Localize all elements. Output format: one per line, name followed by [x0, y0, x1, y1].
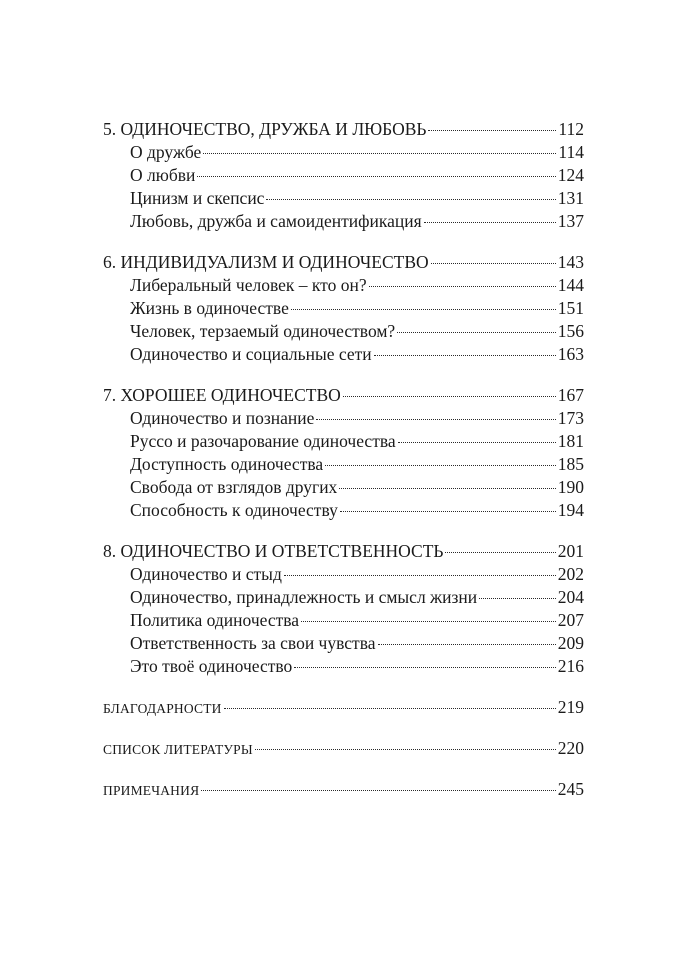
section-title: Одиночество и стыд	[130, 564, 282, 584]
dot-leader	[431, 262, 556, 264]
section-title: Одиночество, принадлежность и смысл жизни	[130, 587, 478, 607]
dot-leader	[479, 597, 556, 599]
dot-leader	[374, 354, 556, 356]
page-number: 156	[557, 321, 584, 341]
toc-section[interactable]	[103, 320, 584, 343]
toc-section[interactable]	[103, 655, 584, 678]
back-matter-title: БЛАГОДАРНОСТИ	[103, 701, 222, 716]
back-matter-title: СПИСОК ЛИТЕРАТУРЫ	[103, 742, 253, 757]
toc-section[interactable]	[103, 499, 584, 522]
dot-leader	[301, 620, 556, 622]
toc-chapter-6[interactable]	[103, 251, 584, 274]
spacer	[103, 760, 584, 778]
toc-bibliography[interactable]	[103, 737, 584, 760]
spacer	[103, 233, 584, 251]
toc-notes[interactable]	[103, 778, 584, 801]
toc-acknowledgements[interactable]	[103, 696, 584, 719]
spacer	[103, 678, 584, 696]
page-number: 216	[557, 656, 584, 676]
toc-section[interactable]	[103, 407, 584, 430]
toc-chapter-5[interactable]	[103, 118, 584, 141]
dot-leader	[201, 789, 555, 791]
section-title: Человек, терзаемый одиночеством?	[130, 321, 396, 341]
dot-leader	[266, 198, 555, 200]
toc-section[interactable]	[103, 632, 584, 655]
page-number: 190	[557, 477, 584, 497]
section-title: Способность к одиночеству	[130, 500, 338, 520]
page-number: 137	[557, 211, 584, 231]
page-number: 185	[557, 454, 584, 474]
section-title: Руссо и разочарование одиночества	[130, 431, 396, 451]
page-number: 245	[557, 779, 584, 799]
toc-section[interactable]	[103, 164, 584, 187]
toc-chapter-7[interactable]	[103, 384, 584, 407]
dot-leader	[424, 221, 556, 223]
toc-section[interactable]	[103, 586, 584, 609]
dot-leader	[369, 285, 556, 287]
dot-leader	[203, 152, 556, 154]
page-number: 163	[557, 344, 584, 364]
page-number: 194	[557, 500, 584, 520]
page-number: 219	[557, 697, 584, 717]
page-number: 167	[557, 385, 584, 405]
toc-section[interactable]	[103, 187, 584, 210]
page-number: 173	[557, 408, 584, 428]
toc-section[interactable]	[103, 476, 584, 499]
spacer	[103, 719, 584, 737]
page-number: 124	[557, 165, 584, 185]
section-title: О любви	[130, 165, 196, 185]
toc-section[interactable]	[103, 453, 584, 476]
chapter-title: 6. ИНДИВИДУАЛИЗМ И ОДИНОЧЕСТВО	[103, 252, 429, 272]
page-number: 204	[557, 587, 584, 607]
page-number: 112	[558, 119, 584, 139]
toc-section[interactable]	[103, 274, 584, 297]
toc-section[interactable]	[103, 141, 584, 164]
page-number: 114	[558, 142, 584, 162]
section-title: Одиночество и познание	[130, 408, 315, 428]
page-number: 207	[557, 610, 584, 630]
dot-leader	[197, 175, 555, 177]
dot-leader	[291, 308, 556, 310]
dot-leader	[428, 129, 556, 131]
section-title: Это твоё одиночество	[130, 656, 293, 676]
section-title: Любовь, дружба и самоидентификация	[130, 211, 422, 231]
section-title: Доступность одиночества	[130, 454, 324, 474]
section-title: Одиночество и социальные сети	[130, 344, 372, 364]
dot-leader	[316, 418, 555, 420]
back-matter-title: ПРИМЕЧАНИЯ	[103, 783, 200, 798]
page-number: 220	[557, 738, 584, 758]
dot-leader	[325, 464, 556, 466]
dot-leader	[378, 643, 556, 645]
page-number: 151	[557, 298, 584, 318]
dot-leader	[284, 574, 556, 576]
table-of-contents	[103, 118, 584, 801]
dot-leader	[445, 551, 555, 553]
dot-leader	[398, 441, 556, 443]
section-title: Ответственность за свои чувства	[130, 633, 376, 653]
section-title: Жизнь в одиночестве	[130, 298, 289, 318]
dot-leader	[397, 331, 556, 333]
page-number: 181	[557, 431, 584, 451]
chapter-title: 7. ХОРОШЕЕ ОДИНОЧЕСТВО	[103, 385, 341, 405]
toc-section[interactable]	[103, 297, 584, 320]
dot-leader	[224, 707, 556, 709]
toc-section[interactable]	[103, 210, 584, 233]
page-number: 209	[557, 633, 584, 653]
section-title: Цинизм и скепсис	[130, 188, 265, 208]
dot-leader	[343, 395, 556, 397]
dot-leader	[339, 487, 555, 489]
chapter-title: 5. ОДИНОЧЕСТВО, ДРУЖБА И ЛЮБОВЬ	[103, 119, 427, 139]
page-number: 144	[557, 275, 584, 295]
page-number: 131	[557, 188, 584, 208]
section-title: Политика одиночества	[130, 610, 300, 630]
dot-leader	[294, 666, 555, 668]
section-title: О дружбе	[130, 142, 202, 162]
chapter-title: 8. ОДИНОЧЕСТВО И ОТВЕТСТВЕННОСТЬ	[103, 541, 444, 561]
toc-section[interactable]	[103, 343, 584, 366]
toc-chapter-8[interactable]	[103, 540, 584, 563]
spacer	[103, 366, 584, 384]
section-title: Либеральный человек – кто он?	[130, 275, 367, 295]
toc-section[interactable]	[103, 563, 584, 586]
page-number: 143	[557, 252, 584, 272]
toc-section[interactable]	[103, 430, 584, 453]
section-title: Свобода от взглядов других	[130, 477, 338, 497]
page-number: 202	[557, 564, 584, 584]
spacer	[103, 522, 584, 540]
page-number: 201	[557, 541, 584, 561]
toc-section[interactable]	[103, 609, 584, 632]
dot-leader	[255, 748, 556, 750]
dot-leader	[340, 510, 556, 512]
